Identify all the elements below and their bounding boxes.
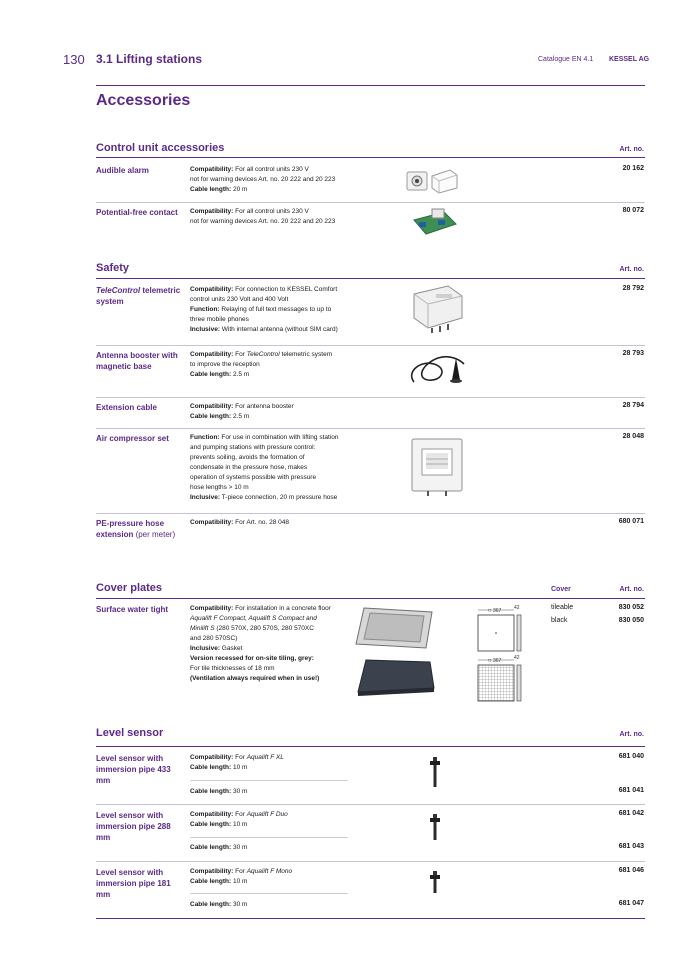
product-description: Compatibility: For TeleControl telemetric system to improve the reception Cable length: 2.5 m — [190, 351, 333, 378]
footer-rule — [96, 918, 645, 919]
product-description: Compatibility: For Aqualift F Mono Cable length: 10 m — [190, 868, 293, 885]
potential-free-contact-image — [410, 206, 460, 238]
product-name: Extension cable — [96, 403, 157, 412]
article-number: 681 047 — [618, 900, 644, 907]
audible-alarm-image — [406, 166, 458, 194]
product-description: Compatibility: For all control units 230 V not for warning devices Art. no. 20 222 and 20 223 Cable length: 20 m — [190, 166, 336, 193]
product-name: PE-pressure hose extension (per meter) — [96, 519, 176, 539]
article-number: 28 793 — [622, 350, 644, 357]
product-name: Antenna booster with magnetic base — [96, 351, 178, 371]
article-number: 681 042 — [618, 810, 644, 817]
product-name: Level sensor with immersion pipe 288 mm — [96, 811, 171, 842]
section-heading: 3.1 Lifting stations — [96, 52, 203, 66]
article-number: 681 041 — [618, 787, 644, 794]
product-description: Cable length: 30 m — [190, 788, 248, 795]
section-title-level: Level sensor — [96, 727, 164, 739]
catalogue-label: Catalogue EN 4.1 — [538, 56, 594, 63]
product-name: Level sensor with immersion pipe 433 mm — [96, 754, 171, 785]
product-description: Compatibility: For Aqualift F XL Cable length: 10 m — [190, 754, 284, 771]
svg-text:□: □ — [488, 658, 492, 664]
telecontrol-device-image — [412, 284, 464, 334]
product-name-italic: TeleControl — [96, 286, 141, 295]
article-number: 680 071 — [618, 518, 644, 525]
cover-option: tileable — [551, 604, 574, 611]
product-description: Compatibility: For Art. no. 28 048 — [190, 519, 289, 526]
product-name: Audible alarm — [96, 166, 149, 175]
product-name: TeleControl telemetric system — [96, 286, 181, 306]
article-number: 681 043 — [618, 843, 644, 850]
article-number: 681 040 — [618, 753, 644, 760]
sub-divider — [190, 780, 348, 781]
art-no-header: Art. no. — [619, 586, 644, 593]
article-number: 20 162 — [622, 165, 644, 172]
row-divider — [96, 804, 645, 805]
product-name: Level sensor with immersion pipe 181 mm — [96, 868, 171, 899]
article-number: 28 048 — [622, 433, 644, 440]
product-description: Compatibility: For Aqualift F Duo Cable length: 10 m — [190, 811, 288, 828]
product-description: Function: For use in combination with lifting station and pumping stations with pressure control: prevents soiling, avoids the formation of condensate in the pressure hose, makes operation of systems possible with pressure hose lengths > 10 m Inclusive: T-piece connection, 20 m pressure hose — [190, 434, 339, 501]
product-name: Potential-free contact — [96, 208, 178, 217]
product-description: Compatibility: For installation in a concrete floor Aqualift F Compact, Aqualift S Compact and Minilift S (280 570X, 280 570S, 280 570XC and 280 570SC) Inclusive: Gasket Version recessed for on-site tiling, grey: For tile thicknesses of 18 mm (Ventilation always required when in use!) — [190, 605, 331, 682]
dimension-drawing-black — [476, 655, 524, 701]
company-label: KESSEL AG — [609, 56, 650, 63]
header-rule — [96, 85, 645, 86]
row-divider — [96, 861, 645, 862]
level-sensor-image — [428, 871, 442, 895]
row-divider — [96, 428, 645, 429]
dim-depth-label: 42 — [514, 605, 520, 611]
section-rule — [96, 598, 645, 599]
page-title: Accessories — [96, 92, 191, 109]
dim-width-label: 367 — [493, 608, 502, 614]
dimension-drawing-tileable — [476, 605, 524, 651]
product-description: Cable length: 30 m — [190, 844, 248, 851]
air-compressor-image — [410, 437, 464, 497]
art-no-header: Art. no. — [619, 146, 644, 153]
svg-text:□: □ — [488, 608, 492, 614]
sub-divider — [190, 837, 348, 838]
cover-plate-black-image — [354, 656, 436, 696]
article-number: 80 072 — [622, 207, 644, 214]
page-number: 130 — [63, 52, 85, 67]
product-description: Compatibility: For connection to KESSEL Comfort control units 230 Volt and 400 Volt Function: Relaying of full text messages to up to three mobile phones Inclusive: With internal antenna (without SIM card) — [190, 286, 338, 333]
art-no-header: Art. no. — [619, 731, 644, 738]
article-number: 28 792 — [622, 285, 644, 292]
product-description: Cable length: 30 m — [190, 901, 248, 908]
section-rule — [96, 157, 645, 158]
section-title-safety: Safety — [96, 262, 130, 274]
level-sensor-image — [428, 814, 442, 840]
article-number: 830 050 — [618, 617, 644, 624]
art-no-header: Art. no. — [619, 266, 644, 273]
cover-option: black — [551, 617, 568, 624]
section-rule — [96, 746, 645, 747]
section-title-control: Control unit accessories — [96, 142, 225, 154]
level-sensor-image — [428, 757, 442, 787]
row-divider — [96, 397, 645, 398]
product-name: Air compressor set — [96, 434, 169, 443]
article-number: 830 052 — [618, 604, 644, 611]
product-description: Compatibility: For antenna booster Cable length: 2.5 m — [190, 403, 294, 420]
product-name: Surface water tight — [96, 605, 169, 614]
dim-depth-label: 42 — [514, 655, 520, 661]
row-divider — [96, 513, 645, 514]
row-divider — [96, 202, 645, 203]
row-divider — [96, 345, 645, 346]
product-description: Compatibility: For all control units 230 V not for warning devices Art. no. 20 222 and 20 223 — [190, 208, 336, 225]
section-title-cover: Cover plates — [96, 582, 163, 594]
article-number: 28 794 — [622, 402, 644, 409]
article-number: 681 046 — [618, 867, 644, 874]
section-rule — [96, 278, 645, 279]
sub-divider — [190, 893, 348, 894]
cover-header: Cover — [551, 586, 571, 593]
antenna-booster-image — [408, 350, 466, 390]
cover-plate-tileable-image — [354, 604, 436, 650]
dim-width-label: 367 — [493, 658, 502, 664]
